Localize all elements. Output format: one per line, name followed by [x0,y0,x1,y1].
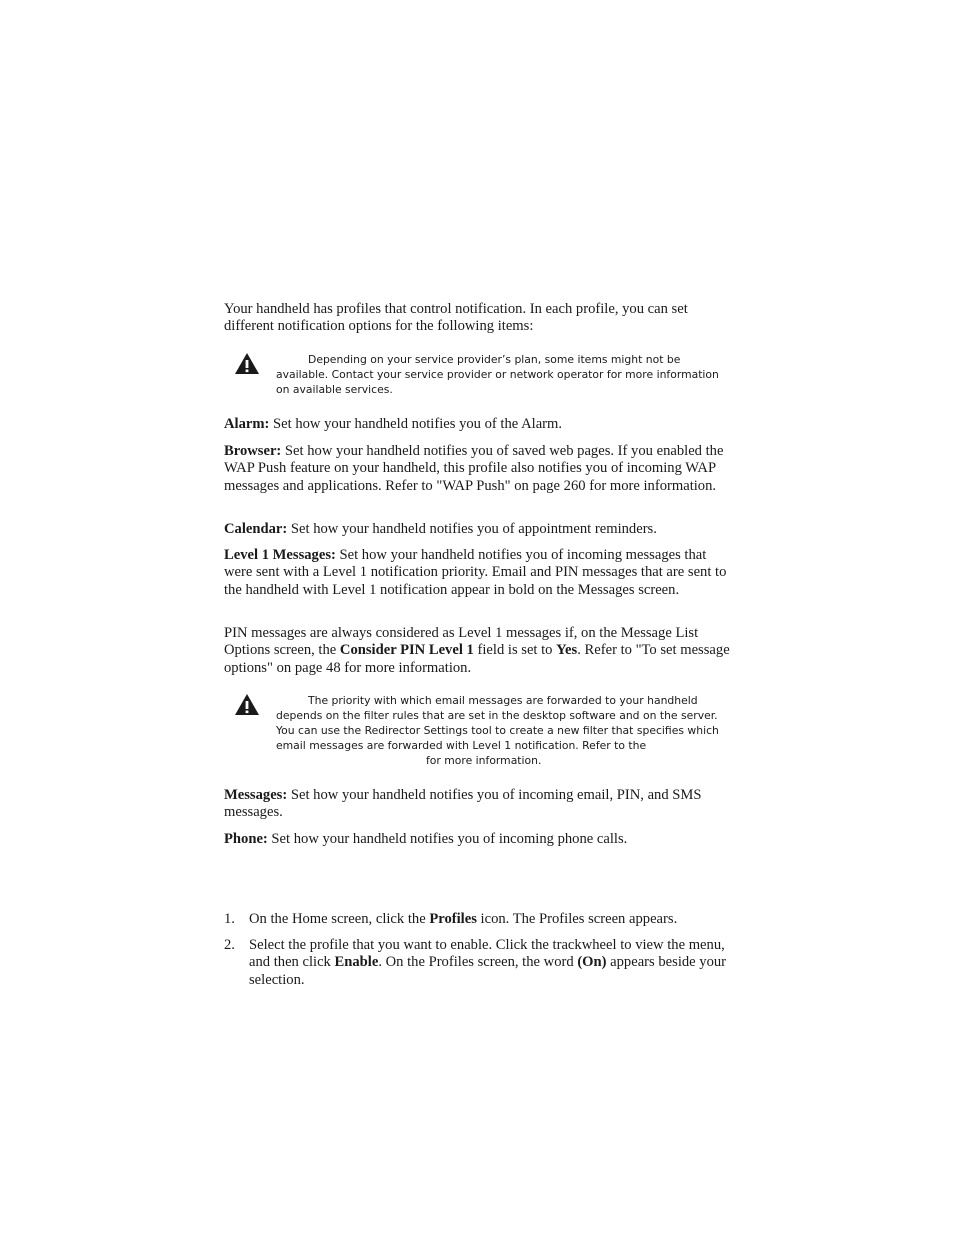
intro-paragraph [224,301,730,336]
item-level1-messages [224,547,730,599]
item-description: Set how your handheld notifies you of the Alarm. [269,416,563,432]
item-label: Phone: [224,831,268,847]
item-alarm [224,416,730,433]
field-value: Yes [556,642,578,659]
pin-paragraph [224,625,730,677]
step-text-before: Select the profile that you want to enable. Click the trackwheel to view the menu, and then click [249,937,725,971]
step-text-after: icon. The Profiles screen appears. [476,911,678,927]
warning-icon [234,352,260,375]
step-text [249,911,730,928]
item-label: Level 1 Messages: [224,547,336,563]
step-text-middle: . On the Profiles screen, the word [378,954,578,971]
item-description: Set how your handheld notifies you of incoming messages that were sent with a Level 1 notification priority. Email and PIN messages that are sent to the handheld with Level 1 notification appear in bold on the Messages screen. [224,547,727,598]
pin-text-1: PIN messages are always considered as Level 1 messages if, on the Message List Options screen, the [224,625,699,659]
item-label: Calendar: [224,521,288,537]
item-browser [224,443,730,495]
step-text-after: appears beside your selection. [249,954,727,988]
field-name: Consider PIN Level 1 [339,642,474,659]
item-description: Set how your handheld notifies you of saved web pages. If you enabled the WAP Push feature on your handheld, this profile also notifies you of incoming WAP messages and applications. Refer to "WAP Push" on page 260 for more information. [224,443,724,494]
item-calendar [224,521,730,538]
step-text-before: On the Home screen, click the [249,911,430,927]
step-number: 2. [224,937,235,953]
note-body-end: for more information. [426,754,542,767]
note-body: Depending on your service provider’s plan, some items might not be available. Contact your service provider or network operator for more information on available services. [276,353,719,396]
ui-term: Profiles [429,911,477,927]
ui-term: Enable [334,954,379,971]
item-description: Set how your handheld notifies you of appointment reminders. [287,521,657,537]
item-messages [224,787,730,822]
pin-text-2: field is set to [473,642,557,659]
item-label: Browser: [224,443,282,459]
note-body: The priority with which email messages are forwarded to your handheld depends on the filter rules that are set in the desktop software and on the server. You can use the Redirector Settings tool to create a new filter that specifies which email messages are forwarded with Level 1 notification. Refer to the [276,694,719,752]
item-label: Messages: [224,787,288,803]
item-description: Set how your handheld notifies you of incoming phone calls. [267,831,628,847]
item-description: Set how your handheld notifies you of incoming email, PIN, and SMS messages. [224,787,702,821]
item-label: Alarm: [224,416,270,432]
pin-text-3: . Refer to "To set message options" on page 48 for more information. [224,642,730,676]
item-phone [224,831,730,848]
step-text [249,937,730,989]
step-number: 1. [224,911,235,927]
note-text [276,693,730,768]
note-text [276,352,730,397]
ui-term: (On) [577,954,607,971]
warning-icon [234,693,260,716]
intro-text: Your handheld has profiles that control notification. In each profile, you can set different notification options for the following items: [224,301,688,335]
